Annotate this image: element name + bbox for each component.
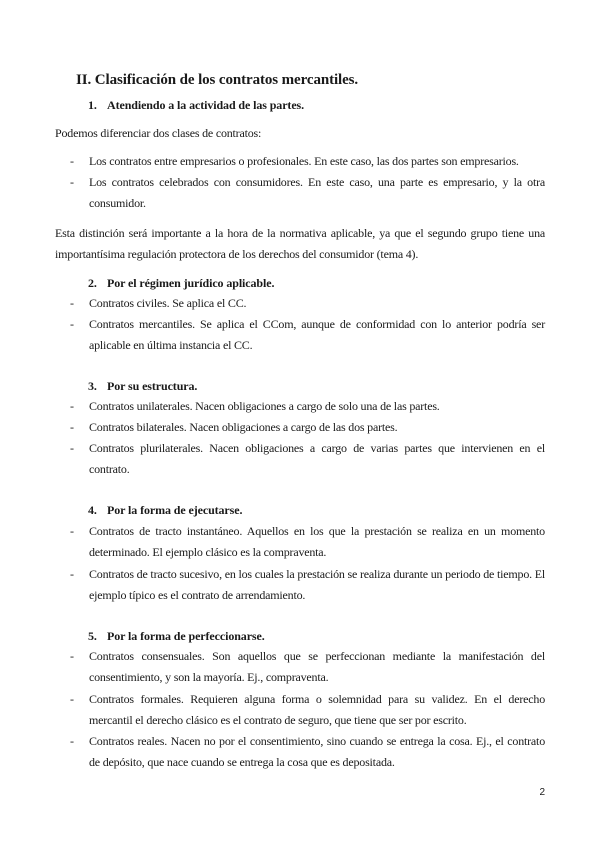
list-item-text: Contratos plurilaterales. Nacen obligaciones a cargo de varias partes que intervienen en el contrato. [89,441,545,476]
main-heading: II. Clasificación de los contratos mercantiles. [76,72,359,88]
list-item: - Contratos reales. Nacen no por el consentimiento, sino cuando se entrega la cosa. Ej., el contrato de depósito, que nace cuando se entrega la cosa que es depositada. [70,731,545,773]
list-item-text: Los contratos entre empresarios o profesionales. En este caso, las dos partes son empresarios. [89,154,519,168]
list-item: - Contratos plurilaterales. Nacen obligaciones a cargo de varias partes que intervienen en el contrato. [70,438,545,480]
list-item: - Los contratos celebrados con consumidores. En este caso, una parte es empresario, y la otra consumidor. [70,172,545,214]
section-2-heading [88,276,274,291]
section-5-heading [88,629,265,644]
list-item-text: Contratos formales. Requieren alguna forma o solemnidad para su validez. En el derecho mercantil el derecho clásico es el contrato de seguro, que tiene que ser por escrito. [89,692,545,727]
list-item-text: Contratos reales. Nacen no por el consentimiento, sino cuando se entrega la cosa. Ej., el contrato de depósito, que nace cuando se entrega la cosa que es depositada. [89,734,545,769]
list-item-text: Contratos civiles. Se aplica el CC. [89,296,247,310]
list-item-text: Contratos de tracto instantáneo. Aquellos en los que la prestación se realiza en un momento determinado. El ejemplo clásico es la compraventa. [89,524,545,559]
section-4-title: Por la forma de ejecutarse. [107,503,243,517]
list-item: - Contratos civiles. Se aplica el CC. [70,293,545,314]
list-item: - Contratos de tracto sucesivo, en los cuales la prestación se realiza durante un periodo de tiempo. El ejemplo típico es el contrato de arrendamiento. [70,564,545,606]
section-2-number: 2. [88,276,97,290]
list-item: - Contratos consensuales. Son aquellos que se perfeccionan mediante la manifestación del consentimiento, y son la mayoría. Ej., compraventa. [70,646,545,688]
list-item-text: Contratos mercantiles. Se aplica el CCom, aunque de conformidad con lo anterior podría ser aplicable en última instancia el CC. [89,317,545,352]
section-5-title: Por la forma de perfeccionarse. [107,629,265,643]
list-item: - Los contratos entre empresarios o profesionales. En este caso, las dos partes son empresarios. [70,151,545,172]
list-item-text: Contratos bilaterales. Nacen obligaciones a cargo de las dos partes. [89,420,398,434]
page-number: 2 [539,787,545,798]
section-3-number: 3. [88,379,97,393]
list-item: - Contratos de tracto instantáneo. Aquellos en los que la prestación se realiza en un momento determinado. El ejemplo clásico es la compraventa. [70,521,545,563]
list-item: - Contratos mercantiles. Se aplica el CCom, aunque de conformidad con lo anterior podría ser aplicable en última instancia el CC. [70,314,545,356]
section-1-note: Esta distinción será importante a la hora de la normativa aplicable, ya que el segundo grupo tiene una importantísima regulación protectora de los derechos del consumidor (tema 4). [55,226,545,261]
list-item: - Contratos bilaterales. Nacen obligaciones a cargo de las dos partes. [70,417,545,438]
section-4-number: 4. [88,503,97,517]
list-item-text: Los contratos celebrados con consumidores. En este caso, una parte es empresario, y la otra consumidor. [89,175,545,210]
list-item-text: Contratos unilaterales. Nacen obligaciones a cargo de solo una de las partes. [89,399,440,413]
section-1-title: Atendiendo a la actividad de las partes. [107,98,305,112]
section-1-number: 1. [88,98,97,112]
section-4-heading [88,503,242,518]
section-3-heading [88,379,197,394]
section-5-number: 5. [88,629,97,643]
list-item-text: Contratos de tracto sucesivo, en los cuales la prestación se realiza durante un periodo de tiempo. El ejemplo típico es el contrato de arrendamiento. [89,567,545,602]
section-1-intro: Podemos diferenciar dos clases de contratos: [55,126,262,140]
section-3-title: Por su estructura. [107,379,198,393]
section-2-title: Por el régimen jurídico aplicable. [107,276,275,290]
list-item: - Contratos formales. Requieren alguna forma o solemnidad para su validez. En el derecho mercantil el derecho clásico es el contrato de seguro, que tiene que ser por escrito. [70,689,545,731]
list-item: - Contratos unilaterales. Nacen obligaciones a cargo de solo una de las partes. [70,396,545,417]
section-1-heading [88,98,304,113]
list-item-text: Contratos consensuales. Son aquellos que se perfeccionan mediante la manifestación del consentimiento, y son la mayoría. Ej., compraventa. [89,649,545,684]
